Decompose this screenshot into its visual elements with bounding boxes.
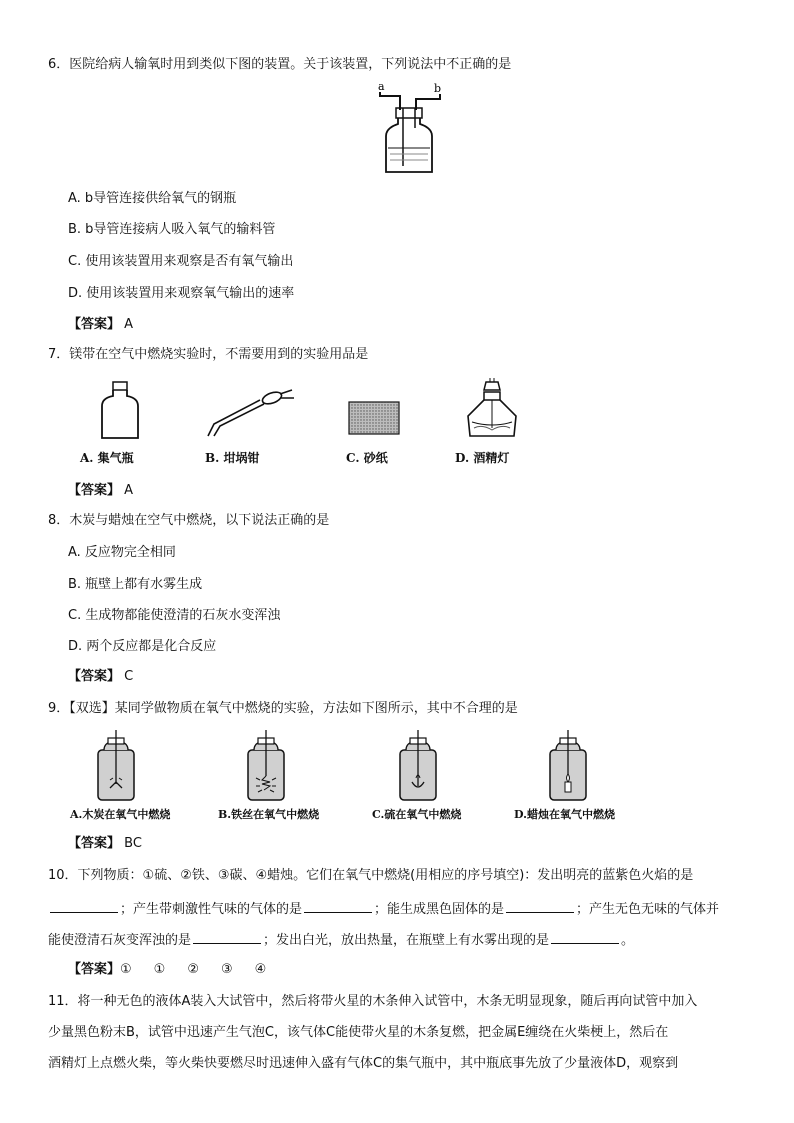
answer-tag: 【答案】 <box>68 317 121 332</box>
blank[interactable] <box>506 900 574 913</box>
answer-value: ① <box>120 962 132 977</box>
q10-line-2 <box>48 900 719 918</box>
q8-option-d: D. 两个反应都是化合反应 <box>68 639 217 654</box>
answer-value: A <box>124 317 134 332</box>
answer-value: ③ <box>220 962 233 977</box>
q6-option-d: D. 使用该装置用来观察氧气输出的速率 <box>68 286 295 301</box>
charcoal-burning-bottle-icon <box>96 728 140 802</box>
q7-answer <box>68 483 133 499</box>
alcohol-lamp-icon <box>462 378 522 442</box>
label-a: a <box>378 80 385 93</box>
q7-stem: 7．镁带在空气中燃烧实验时，不需要用到的实验用品是 <box>48 347 369 362</box>
answer-tag: 【答案】 <box>68 483 121 498</box>
q9-caption-a: A.木炭在氧气中燃烧 <box>70 808 171 821</box>
q11-line-3: 酒精灯上点燃火柴，等火柴快要燃尽时迅速伸入盛有气体C的集气瓶中，其中瓶底事先放了少量液体D，观察到 <box>48 1056 679 1071</box>
q9-caption-c: C.硫在氧气中燃烧 <box>372 808 462 821</box>
q10-text: 。 <box>621 933 635 948</box>
q8-stem: 8．木炭与蜡烛在空气中燃烧，以下说法正确的是 <box>48 513 330 528</box>
answer-tag: 【答案】 <box>68 836 121 851</box>
answer-value: ④ <box>254 962 267 977</box>
q10-line-3 <box>48 931 634 949</box>
sulfur-burning-bottle-icon <box>398 728 442 802</box>
q10-answer <box>68 962 266 978</box>
blank[interactable] <box>193 931 261 944</box>
q7-caption-b: B. 坩埚钳 <box>205 451 260 465</box>
iron-wire-burning-bottle-icon <box>246 728 290 802</box>
q6-answer <box>68 317 133 333</box>
q11-line-1: 11．将一种无色的液体A装入大试管中，然后将带火星的木条伸入试管中，木条无明显现象，随后再向试管中加入 <box>48 994 698 1009</box>
answer-value: ② <box>187 962 199 977</box>
label-b: b <box>434 82 442 95</box>
q7-caption-d: D. 酒精灯 <box>455 451 510 465</box>
q9-answer <box>68 836 142 852</box>
q10-text: ；产生无色无味的气体并 <box>576 902 720 917</box>
sandpaper-icon <box>348 401 400 435</box>
q8-option-b: B. 瓶壁上都有水雾生成 <box>68 577 203 592</box>
q6-option-c: C. 使用该装置用来观察是否有氧气输出 <box>68 254 294 269</box>
answer-value: ① <box>153 962 166 977</box>
answer-tag: 【答案】 <box>68 669 121 684</box>
q9-caption-d: D.蜡烛在氧气中燃烧 <box>514 808 615 821</box>
q9-stem: 9．【双选】某同学做物质在氧气中燃烧的实验，方法如下图所示，其中不合理的是 <box>48 701 518 716</box>
q10-text: ；产生带刺激性气味的气体的是 <box>120 902 303 917</box>
blank[interactable] <box>304 900 372 913</box>
gas-jar-icon <box>100 380 140 442</box>
crucible-tongs-icon <box>200 384 300 440</box>
q6-option-a: A. b导管连接供给氧气的钢瓶 <box>68 191 237 206</box>
answer-tag: 【答案】 <box>68 962 121 977</box>
q11-line-2: 少量黑色粉末B，试管中迅速产生气泡C，该气体C能使带火星的木条复燃，把金属E缠绕在火柴梗上，然后在 <box>48 1025 669 1040</box>
q8-option-a: A. 反应物完全相同 <box>68 545 176 560</box>
blank[interactable] <box>551 931 619 944</box>
blank[interactable] <box>50 900 118 913</box>
q7-caption-c: C. 砂纸 <box>346 451 388 465</box>
q6-option-b: B. b导管连接病人吸入氧气的输料管 <box>68 222 276 237</box>
candle-burning-bottle-icon <box>548 728 592 802</box>
q8-option-c: C. 生成物都能使澄清的石灰水变浑浊 <box>68 608 281 623</box>
q9-caption-b: B.铁丝在氧气中燃烧 <box>218 808 320 821</box>
q8-answer <box>68 669 133 685</box>
gas-washing-bottle-figure <box>370 80 450 178</box>
answer-value: BC <box>124 836 142 851</box>
q7-caption-a: A. 集气瓶 <box>80 451 134 465</box>
q10-text: ；能生成黑色固体的是 <box>374 902 505 917</box>
q6-stem: 6．医院给病人输氧时用到类似下图的装置。关于该装置，下列说法中不正确的是 <box>48 57 512 72</box>
q10-line-1: 10．下列物质：①硫、②铁、③碳、④蜡烛。它们在氧气中燃烧(用相应的序号填空)：发出明亮的蓝紫色火焰的是 <box>48 868 694 883</box>
q10-text: 能使澄清石灰变浑浊的是 <box>48 933 192 948</box>
q10-text: ；发出白光，放出热量，在瓶壁上有水雾出现的是 <box>263 933 550 948</box>
answer-value: A <box>124 483 134 498</box>
answer-value: C <box>124 669 134 684</box>
